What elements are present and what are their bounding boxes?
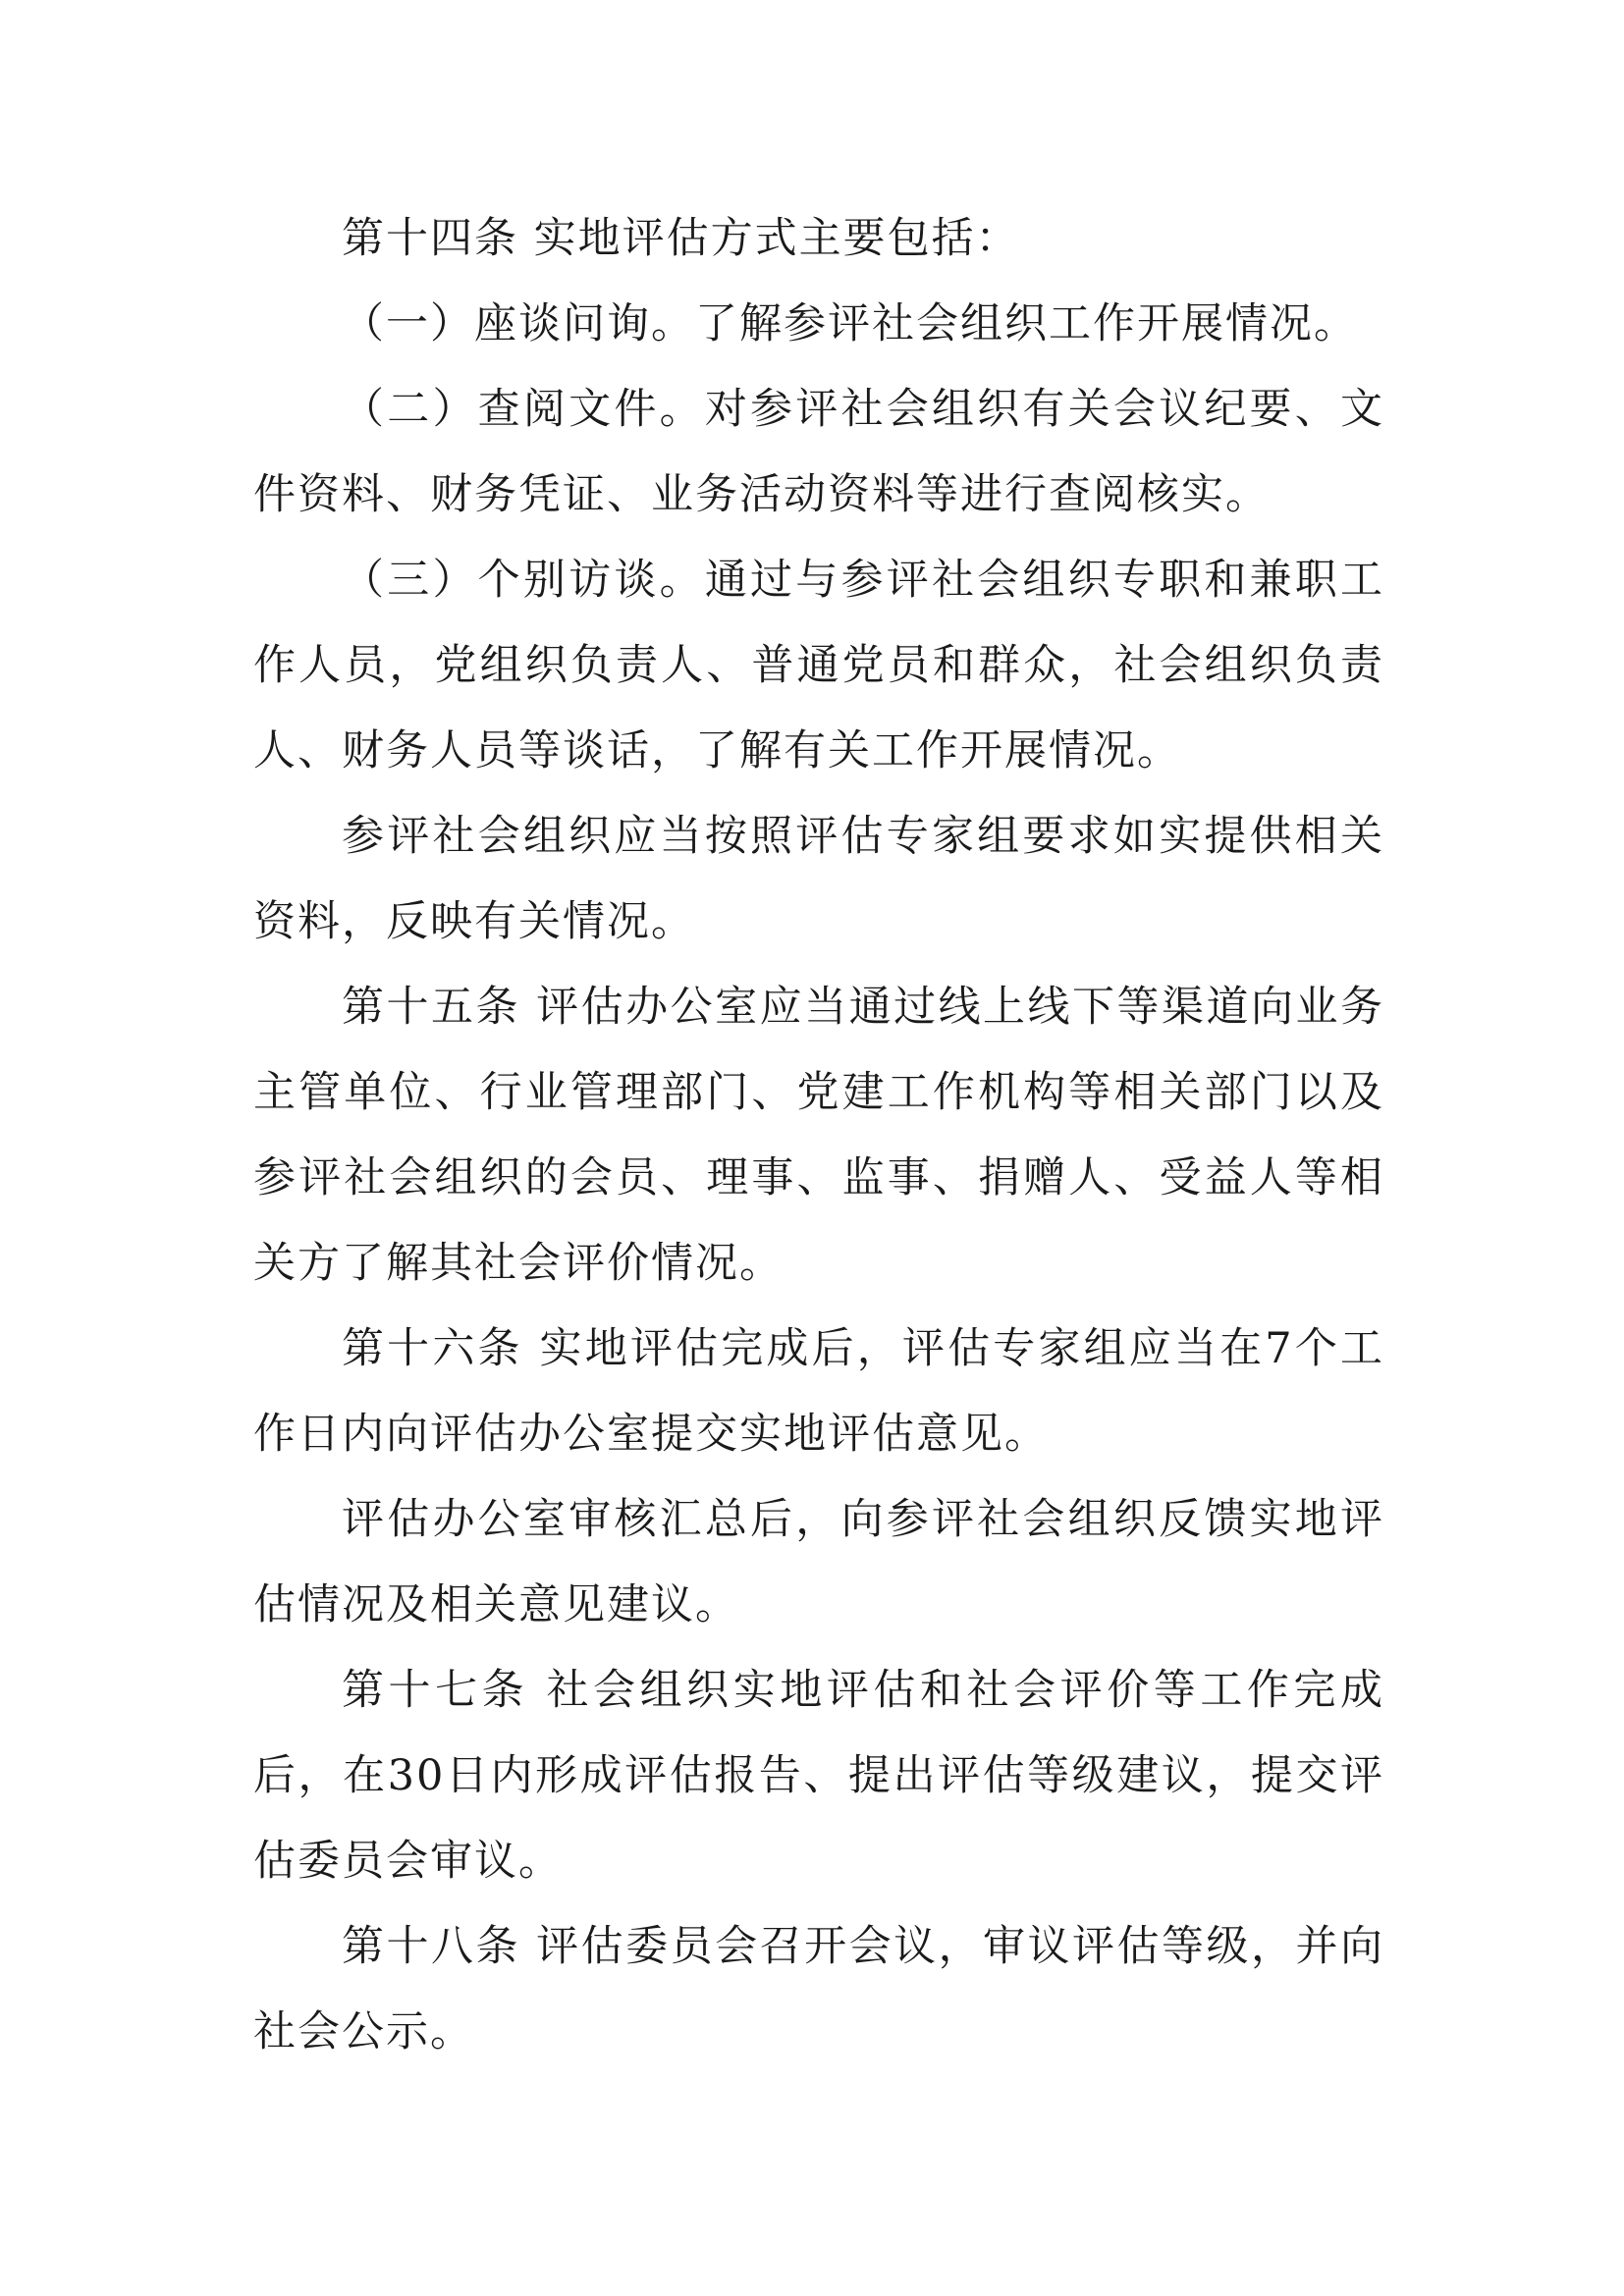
paragraph-item-3: （三）个别访谈。通过与参评社会组织专职和兼职工作人员，党组织负责人、普通党员和群众，社会组织负责人、财务人员等谈话，了解有关工作开展情况。 <box>253 556 1384 775</box>
paragraph-item-2: （二）查阅文件。对参评社会组织有关会议纪要、文件资料、财务凭证、业务活动资料等进行查阅核实。 <box>253 385 1384 519</box>
paragraph-feedback: 评估办公室审核汇总后，向参评社会组织反馈实地评估情况及相关意见建议。 <box>253 1495 1384 1629</box>
paragraph-article-15: 第十五条 评估办公室应当通过线上线下等渠道向业务主管单位、行业管理部门、党建工作机构等相关部门以及参评社会组织的会员、理事、监事、捐赠人、受益人等相关方了解其社会评价情况。 <box>253 983 1384 1288</box>
document-page <box>253 196 1384 2075</box>
paragraph-article-17: 第十七条 社会组织实地评估和社会评价等工作完成后，在30日内形成评估报告、提出评估等级建议，提交评估委员会审议。 <box>253 1666 1384 1886</box>
paragraph-materials: 参评社会组织应当按照评估专家组要求如实提供相关资料，反映有关情况。 <box>253 812 1384 946</box>
paragraph-article-14: 第十四条 实地评估方式主要包括： <box>342 214 1020 263</box>
paragraph-article-18: 第十八条 评估委员会召开会议，审议评估等级，并向社会公示。 <box>253 1922 1384 2056</box>
paragraph-item-1: （一）座谈问询。了解参评社会组织工作开展情况。 <box>342 299 1358 348</box>
paragraph-article-16: 第十六条 实地评估完成后，评估专家组应当在7个工作日内向评估办公室提交实地评估意见。 <box>253 1324 1384 1459</box>
